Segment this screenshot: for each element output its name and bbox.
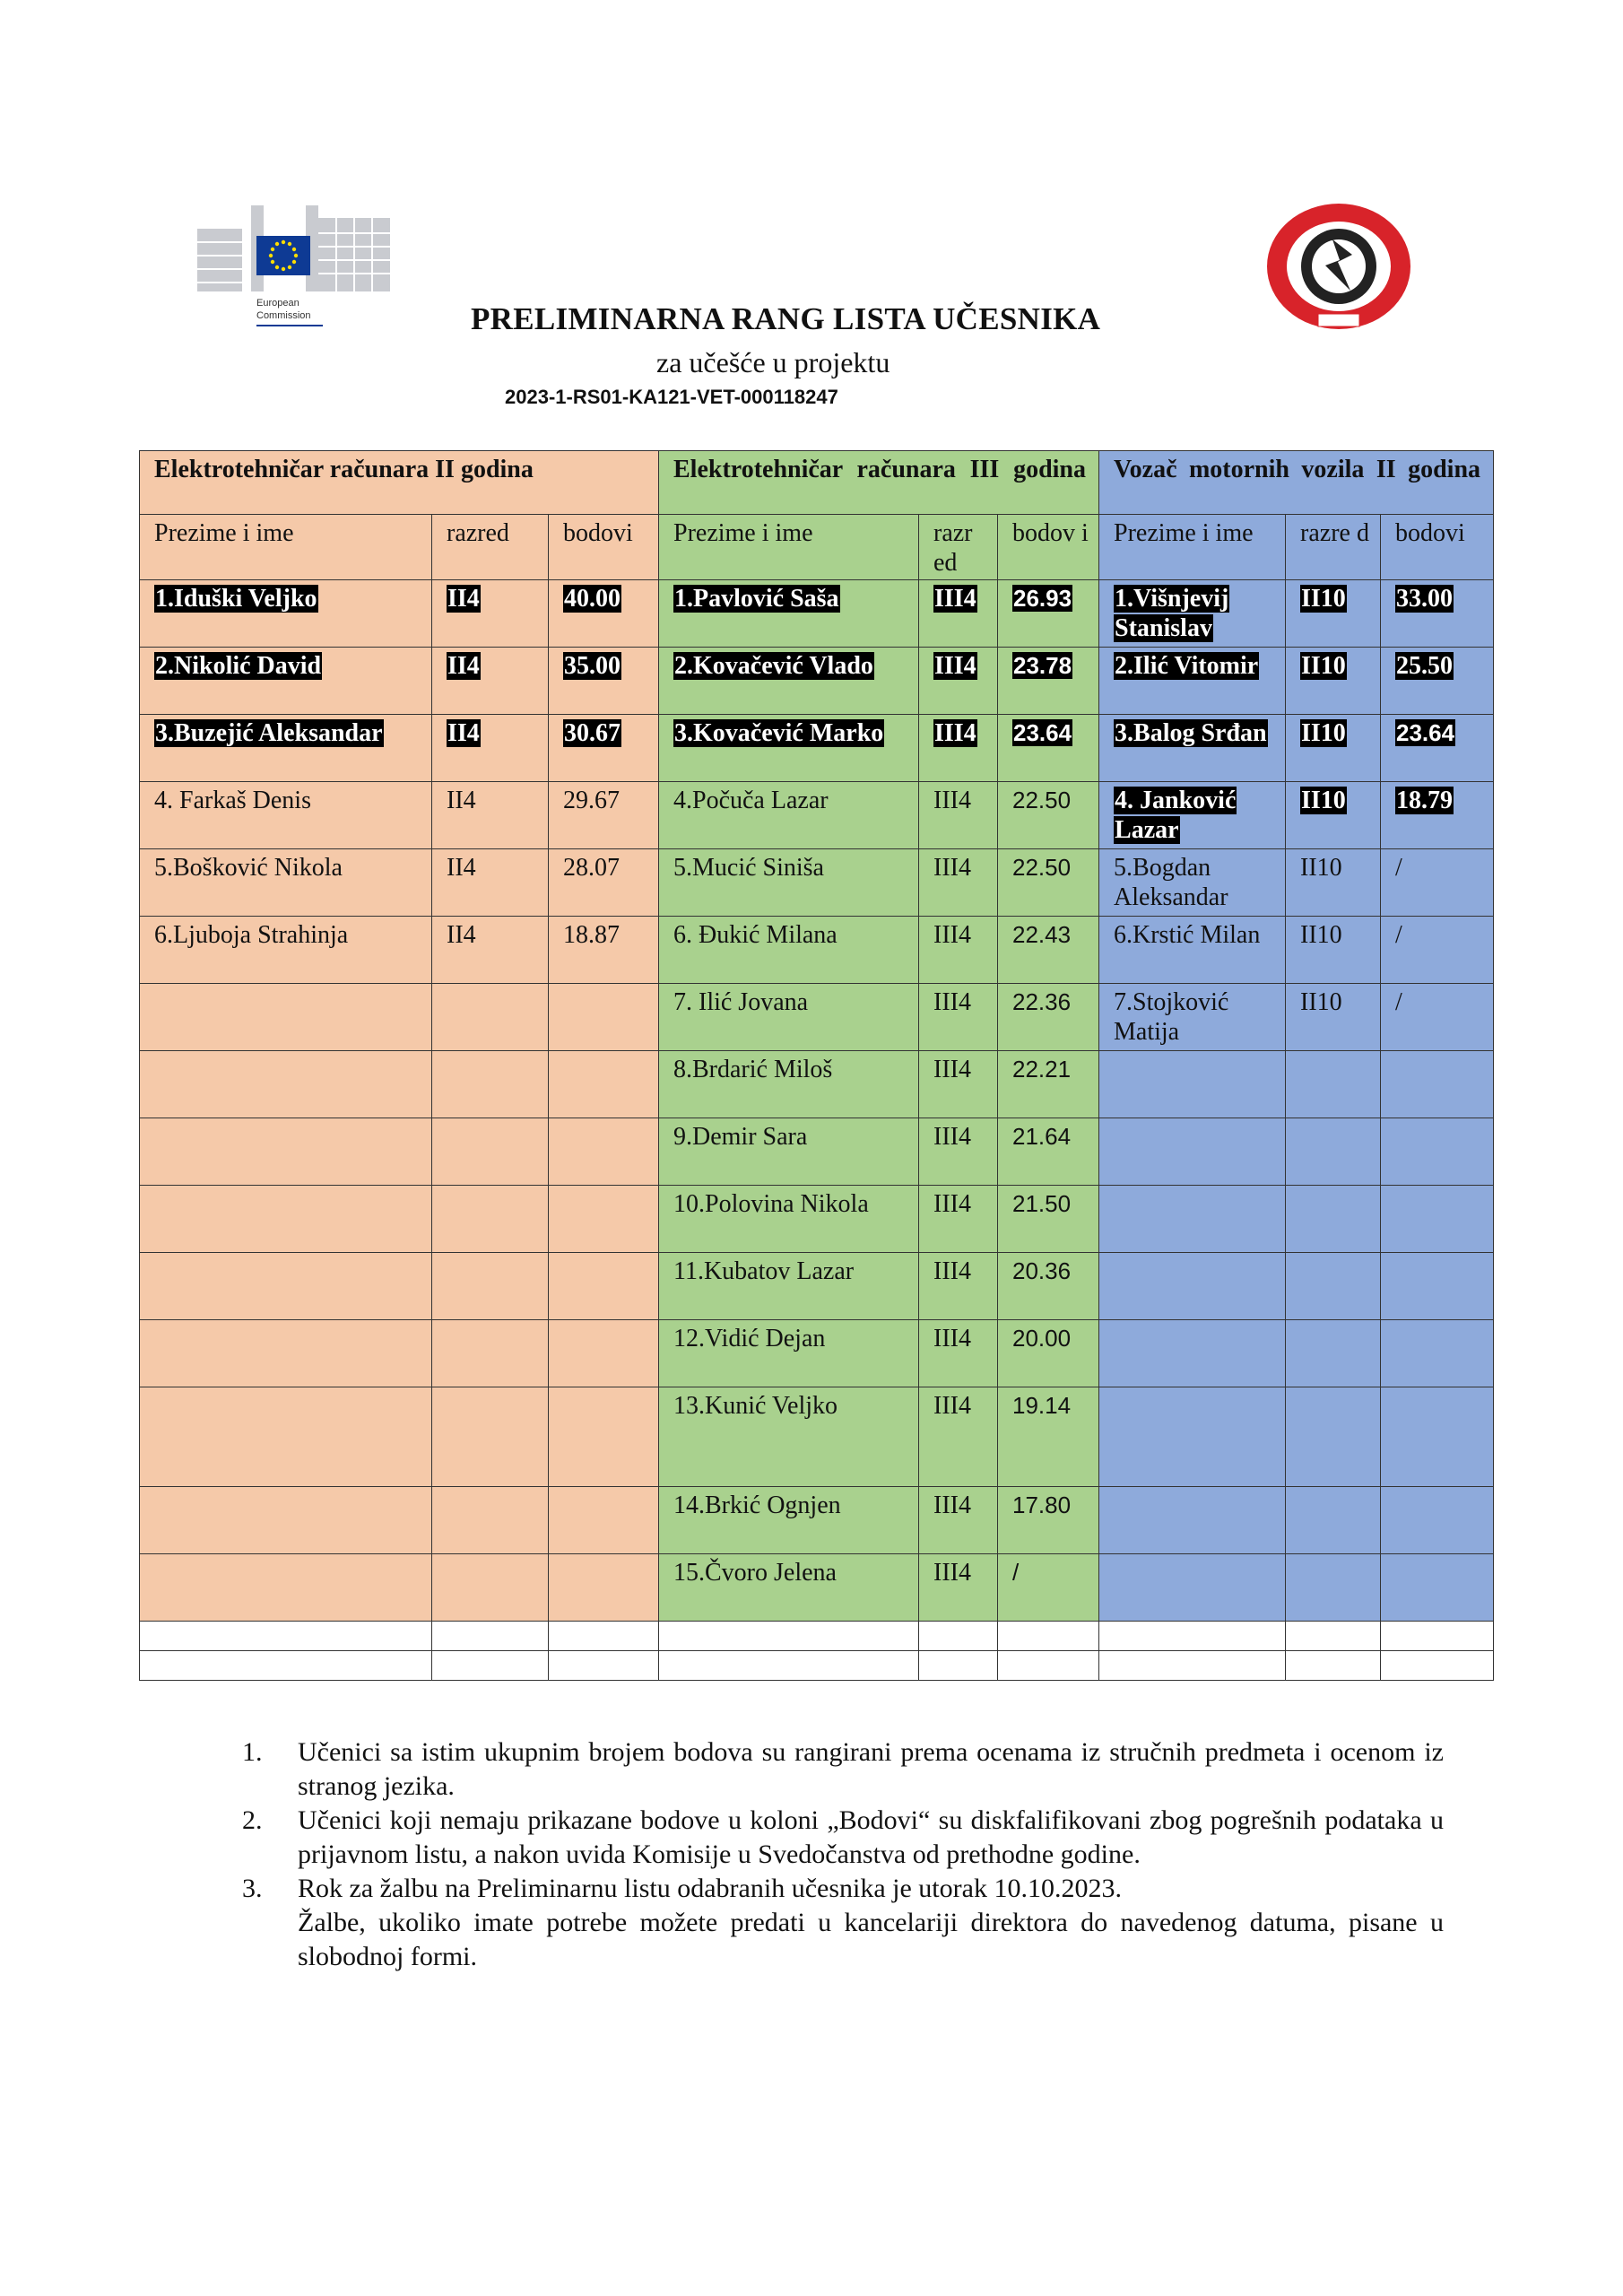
- points-cell: 40.00: [564, 585, 621, 613]
- name-cell: 15.Čvoro Jelena: [659, 1554, 919, 1622]
- class-cell: III4: [919, 782, 998, 849]
- points-cell: 23.78: [1013, 652, 1072, 679]
- note-item-2: [242, 1804, 1444, 1872]
- table-row: [140, 1253, 1494, 1320]
- points-cell: /: [1381, 984, 1494, 1051]
- school-emblem-logo: [1263, 199, 1415, 334]
- name-cell: 4. Janković Lazar: [1115, 787, 1237, 844]
- points-cell: /: [1381, 917, 1494, 984]
- name-cell: 5.Bogdan Aleksandar: [1099, 849, 1286, 917]
- name-cell: 4. Farkaš Denis: [140, 782, 432, 849]
- note-text-continued: Žalbe, ukoliko imate potrebe možete predati u kancelariji direktora do navedenog datuma, pisane u slobodnoj formi.: [298, 1908, 1444, 1971]
- name-cell: 12.Vidić Dejan: [659, 1320, 919, 1387]
- class-cell: III4: [919, 849, 998, 917]
- note-number: 3.: [242, 1874, 263, 1903]
- name-cell: 14.Brkić Ognjen: [659, 1487, 919, 1554]
- note-item-3: [242, 1872, 1444, 1974]
- class-cell: III4: [919, 1320, 998, 1387]
- col-header-name-2: Prezime i ime: [659, 515, 919, 580]
- class-cell: II10: [1301, 787, 1346, 814]
- col-header-name-1: Prezime i ime: [140, 515, 432, 580]
- table-row: [140, 715, 1494, 782]
- name-cell: 13.Kunić Veljko: [659, 1387, 919, 1487]
- points-cell: 23.64: [1013, 719, 1072, 746]
- class-cell: II4: [432, 782, 549, 849]
- points-cell: /: [1381, 849, 1494, 917]
- points-cell: 23.64: [1396, 719, 1455, 746]
- note-number: 2.: [242, 1805, 263, 1835]
- col-header-class-2: razr ed: [919, 515, 998, 580]
- col-header-points-2: bodov i: [998, 515, 1099, 580]
- points-cell: 33.00: [1396, 585, 1454, 613]
- group-header-row: [140, 451, 1494, 515]
- name-cell: 6. Đukić Milana: [659, 917, 919, 984]
- class-cell: II4: [432, 917, 549, 984]
- group-title-3: Vozač motornih vozila II godina: [1099, 451, 1494, 515]
- class-cell: III4: [919, 1118, 998, 1186]
- table-row: [140, 917, 1494, 984]
- group-title-1: Elektrotehničar računara II godina: [140, 451, 659, 515]
- class-cell: III4: [919, 1487, 998, 1554]
- points-cell: 30.67: [564, 719, 621, 747]
- class-cell: II10: [1301, 585, 1346, 613]
- european-commission-logo: [197, 202, 390, 336]
- name-cell: 3.Buzejić Aleksandar: [155, 719, 383, 747]
- page-title: PRELIMINARNA RANG LISTA UČESNIKA: [471, 301, 1101, 336]
- points-cell: 22.43: [998, 917, 1099, 984]
- class-cell: III4: [919, 1387, 998, 1487]
- table-row: [140, 648, 1494, 715]
- name-cell: 5.Mucić Siniša: [659, 849, 919, 917]
- col-header-points-3: bodovi: [1381, 515, 1494, 580]
- name-cell: 4.Počuča Lazar: [659, 782, 919, 849]
- points-cell: 21.64: [998, 1118, 1099, 1186]
- points-cell: 26.93: [1013, 585, 1072, 612]
- class-cell: III4: [934, 585, 976, 613]
- name-cell: 7. Ilić Jovana: [659, 984, 919, 1051]
- points-cell: 20.36: [998, 1253, 1099, 1320]
- points-cell: 17.80: [998, 1487, 1099, 1554]
- class-cell: II10: [1286, 984, 1381, 1051]
- table-row: [140, 984, 1494, 1051]
- table-row: [140, 580, 1494, 648]
- points-cell: 22.21: [998, 1051, 1099, 1118]
- table-row: [140, 849, 1494, 917]
- class-cell: III4: [919, 917, 998, 984]
- name-cell: 1.Višnjevij Stanislav: [1115, 585, 1229, 642]
- class-cell: III4: [934, 719, 976, 747]
- table-row: [140, 1487, 1494, 1554]
- note-text: Učenici koji nemaju prikazane bodove u koloni „Bodovi“ su diskfalifikovani zbog pogrešnih podataka u prijavnom listu, a nakon uvida Komisije u Svedočanstva od prethodne godine.: [298, 1805, 1444, 1869]
- column-header-row: [140, 515, 1494, 580]
- note-item-1: [242, 1735, 1444, 1804]
- class-cell: II10: [1301, 719, 1346, 747]
- note-text: Rok za žalbu na Preliminarnu listu odabranih učesnika je utorak 10.10.2023.: [298, 1874, 1122, 1903]
- table-row: [140, 1320, 1494, 1387]
- name-cell: 2.Ilić Vitomir: [1115, 652, 1259, 680]
- class-cell: III4: [919, 984, 998, 1051]
- col-header-class-3: razre d: [1286, 515, 1381, 580]
- name-cell: 3.Balog Srđan: [1115, 719, 1267, 747]
- col-header-points-1: bodovi: [549, 515, 659, 580]
- table-row: [140, 1387, 1494, 1487]
- class-cell: II4: [447, 719, 480, 747]
- table-row: [140, 1186, 1494, 1253]
- class-cell: II10: [1286, 849, 1381, 917]
- name-cell: 9.Demir Sara: [659, 1118, 919, 1186]
- points-cell: 20.00: [998, 1320, 1099, 1387]
- name-cell: 1.Iduški Veljko: [155, 585, 317, 613]
- note-text: Učenici sa istim ukupnim brojem bodova su rangirani prema ocenama iz stručnih predmeta i ocenom iz stranog jezika.: [298, 1737, 1444, 1801]
- empty-row: [140, 1622, 1494, 1651]
- name-cell: 7.Stojković Matija: [1099, 984, 1286, 1051]
- project-code: 2023-1-RS01-KA121-VET-000118247: [505, 386, 838, 408]
- name-cell: 5.Bošković Nikola: [140, 849, 432, 917]
- points-cell: 22.50: [998, 849, 1099, 917]
- note-number: 1.: [242, 1737, 263, 1767]
- class-cell: III4: [919, 1051, 998, 1118]
- eu-logo-label-1: European: [256, 298, 299, 309]
- name-cell: 10.Polovina Nikola: [659, 1186, 919, 1253]
- points-cell: 18.79: [1396, 787, 1454, 814]
- eu-logo-label-2: Commission: [256, 310, 311, 321]
- points-cell: 21.50: [998, 1186, 1099, 1253]
- name-cell: 11.Kubatov Lazar: [659, 1253, 919, 1320]
- points-cell: 22.50: [998, 782, 1099, 849]
- col-header-name-3: Prezime i ime: [1099, 515, 1286, 580]
- points-cell: 29.67: [549, 782, 659, 849]
- points-cell: 35.00: [564, 652, 621, 680]
- col-header-class-1: razred: [432, 515, 549, 580]
- group-title-2: Elektrotehničar računara III godina: [659, 451, 1099, 515]
- points-cell: 22.36: [998, 984, 1099, 1051]
- points-cell: 18.87: [549, 917, 659, 984]
- name-cell: 6.Krstić Milan: [1099, 917, 1286, 984]
- table-row: [140, 1118, 1494, 1186]
- name-cell: 2.Kovačević Vlado: [674, 652, 873, 680]
- class-cell: II10: [1301, 652, 1346, 680]
- points-cell: 19.14: [998, 1387, 1099, 1487]
- class-cell: III4: [919, 1554, 998, 1622]
- table-row: [140, 1051, 1494, 1118]
- name-cell: 2.Nikolić David: [155, 652, 322, 680]
- class-cell: II4: [447, 652, 480, 680]
- name-cell: 8.Brdarić Miloš: [659, 1051, 919, 1118]
- ranking-table: [139, 450, 1494, 1681]
- empty-row: [140, 1651, 1494, 1681]
- name-cell: 1.Pavlović Saša: [674, 585, 839, 613]
- points-cell: /: [998, 1554, 1099, 1622]
- page-subtitle: za učešće u projektu: [656, 346, 890, 378]
- class-cell: III4: [934, 652, 976, 680]
- class-cell: II4: [447, 585, 480, 613]
- table-row: [140, 1554, 1494, 1622]
- name-cell: 3.Kovačević Marko: [674, 719, 884, 747]
- points-cell: 28.07: [549, 849, 659, 917]
- name-cell: 6.Ljuboja Strahinja: [140, 917, 432, 984]
- class-cell: III4: [919, 1186, 998, 1253]
- class-cell: II10: [1286, 917, 1381, 984]
- points-cell: 25.50: [1396, 652, 1454, 680]
- class-cell: II4: [432, 849, 549, 917]
- class-cell: III4: [919, 1253, 998, 1320]
- notes-list: [242, 1735, 1444, 1974]
- table-row: [140, 782, 1494, 849]
